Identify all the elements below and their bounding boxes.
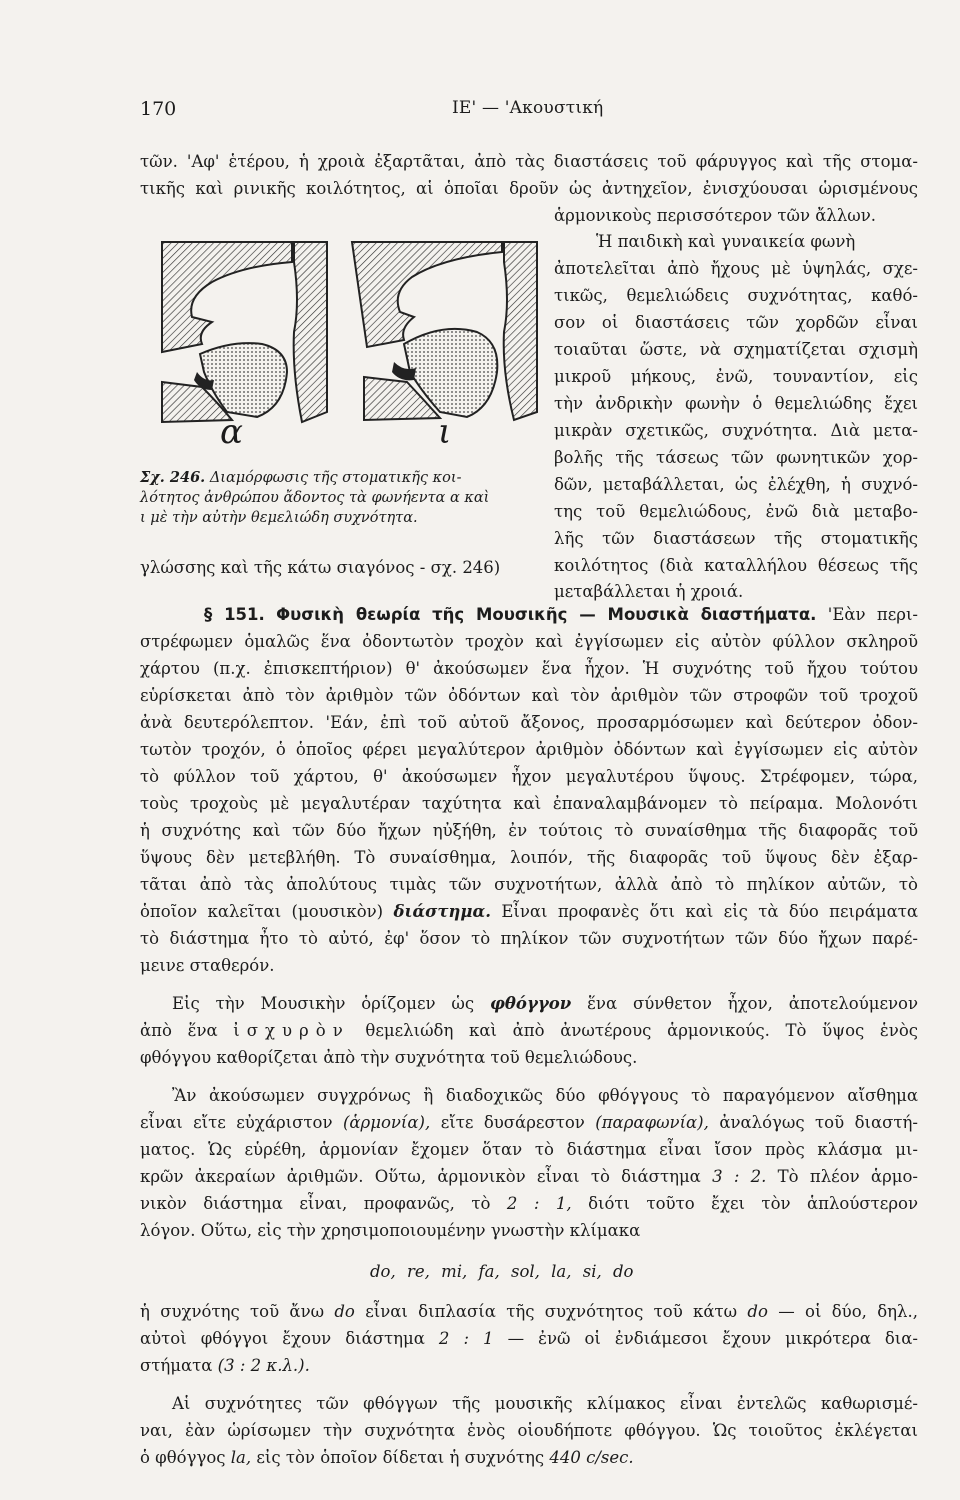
section-number: § 151. <box>204 605 265 624</box>
spaced-word: ἰσχυρὸν <box>233 1021 350 1040</box>
ratio-3-2: 3 : 2. <box>712 1167 767 1186</box>
ratio: 2 : 1 <box>438 1329 494 1348</box>
text-line: ματος. Ὡς εὑρέθη, ἁρμονίαν ἔχομεν ὅταν τὸ διάστημα εἶναι ἴσον πρὸς κλάσμα μι- <box>140 1140 918 1159</box>
text-line: φθόγγου καθορίζεται ἀπὸ τὴν συχνότητα τοῦ θεμελιώδους. <box>140 1048 638 1067</box>
text-segment: — ἐνῶ οἱ ἐνδιάμεσοι ἔχουν μικρότερα δια- <box>507 1329 918 1348</box>
text-line <box>140 1300 918 1324</box>
text-line: τοὺς τροχοὺς μὲ μεγαλυτέραν ταχύτητα καὶ ἐπαναλαμβάνομεν τὸ πείραμα. Μολονότι <box>140 794 918 813</box>
text-segment: Τὸ πλέον ἁρμο- <box>777 1167 919 1186</box>
text-line: ἁρμονικοὺς περισσότερον τῶν ἄλλων. <box>554 206 877 225</box>
text-segment: αὐτοὶ φθόγγοι ἔχουν διάστημα <box>140 1329 425 1348</box>
text-segment: Εἰς τὴν Μουσικὴν ὁρίζομεν ὡς <box>172 994 475 1013</box>
text-line: τῶν. 'Αφ' ἑτέρου, ἡ χροιὰ ἐξαρτᾶται, ἀπὸ τὰς διαστάσεις τοῦ φάρυγγος καὶ τῆς στομα- <box>140 152 918 171</box>
vocal-tract-i <box>352 242 537 420</box>
text-segment: διότι τοῦτο ἔχει τὸν ἁπλούστερον <box>588 1194 919 1213</box>
text-segment: κρῶν ἀκεραίων ἀριθμῶν. Οὕτω, ἁρμονικὸν εἶναι τὸ διάστημα <box>140 1167 701 1186</box>
text-line <box>140 1446 634 1470</box>
text-segment: νικὸν διάστημα εἶναι, προφανῶς, τὸ <box>140 1194 491 1213</box>
text-line <box>172 992 918 1016</box>
text-line: λῆς τῶν διαστάσεων τῆς στοματικῆς <box>554 529 918 548</box>
text-segment: εἶναι διπλασία τῆς συχνότητος τοῦ κάτω <box>365 1302 738 1321</box>
text-line: ἀνὰ δευτερόλεπτον. 'Εάν, ἐπὶ τοῦ αὐτοῦ ἄξονος, προσαρμόσωμεν καὶ δεύτερον ὀδον- <box>140 713 918 732</box>
text-line: στρέφωμεν ὁμαλῶς ἕνα ὀδοντωτὸν τροχὸν καὶ ἐγγίσωμεν εἰς αὐτὸν φύλλον σκληροῦ <box>140 632 918 651</box>
text-segment: ἀναλόγως τοῦ διαστή- <box>719 1113 918 1132</box>
text-line: τᾶται ἀπὸ τὰς ἀπολύτους τιμὰς τῶν συχνοτήτων, ἀλλὰ ἀπὸ τὸ πηλίκον αὐτῶν, τὸ <box>140 875 918 894</box>
text-segment: ὁ φθόγγος <box>140 1448 226 1467</box>
text-line: τὸ διάστημα ἦτο τὸ αὐτό, ἐφ' ὅσον τὸ πηλίκον τῶν συχνοτήτων τῶν δύο ἤχων παρέ- <box>140 929 918 948</box>
text-line: μικροῦ μήκους, ἐνῶ, τουναντίον, εἰς <box>554 367 918 386</box>
text-segment: ἀπὸ ἕνα <box>140 1021 218 1040</box>
running-head: ΙΕ' — 'Ακουστική <box>452 98 604 118</box>
note-la: la, <box>230 1448 252 1467</box>
text-line: σον οἱ διαστάσεις τῶν χορδῶν εἶναι <box>554 313 918 332</box>
text-line: Ἡ παιδικὴ καὶ γυναικεία φωνὴ <box>596 232 856 251</box>
note-do-upper: do <box>334 1302 355 1321</box>
text-line: τικῶς, θεμελιώδεις συχνότητας, καθό- <box>554 286 918 305</box>
figure-caption-line: ι μὲ τὴν αὐτὴν θεμελιώδη συχνότητα. <box>140 510 418 526</box>
frequency-value: 440 c/sec. <box>549 1448 634 1467</box>
text-line <box>140 1019 918 1043</box>
caption-text: Διαμόρφωσις τῆς στοματικῆς κοι- <box>209 470 462 486</box>
text-segment: ὁποῖον καλεῖται (μουσικὸν) <box>140 902 384 921</box>
section-heading-line <box>204 603 918 627</box>
vocal-tract-diagram <box>142 222 542 462</box>
note-do-lower: do <box>747 1302 768 1321</box>
figure-caption-line <box>140 468 462 488</box>
text-line: ναι, ἐὰν ὡρίσωμεν τὴν συχνότητα ἑνὸς οἱουδήποτε φθόγγου. Ὡς τοιοῦτος ἐκλέγεται <box>140 1421 918 1440</box>
text-segment: ἕνα σύνθετον ἦχον, ἀποτελούμενον <box>587 994 919 1013</box>
text-line: ἀποτελεῖται ἀπὸ ἤχους μὲ ὑψηλάς, σχε- <box>554 259 918 278</box>
text-line: τὸ φύλλον τοῦ χάρτου, θ' ἀκούσωμεν ἦχον μεγαλυτέρου ὕψους. Στρέφομεν, τώρα, <box>140 767 918 786</box>
text-line <box>140 900 918 924</box>
text-line <box>140 1354 310 1378</box>
vocal-tract-a <box>162 242 327 422</box>
term-harmony: (ἁρμονία), <box>342 1113 431 1132</box>
text-segment: γλώσσης καὶ τῆς κάτω σιαγόνος - σχ. 246) <box>140 558 501 577</box>
text-line: μεταβάλλεται ἡ χροιά. <box>554 582 744 601</box>
text-line: της τοῦ θεμελιώδους, ἐνῶ διὰ μεταβο- <box>554 502 918 521</box>
text-segment: εἶναι εἴτε εὐχάριστον <box>140 1113 333 1132</box>
text-line: τωτὸν τροχόν, ὁ ὁποῖος φέρει μεγαλύτερον ἀριθμὸν ὀδόντων καὶ ἐγγίσωμεν εἰς αὐτὸν <box>140 740 918 759</box>
figure-number: Σχ. 246. <box>140 469 206 486</box>
text-line: εὑρίσκεται ἀπὸ τὸν ἀριθμὸν τῶν ὀδόντων καὶ τὸν ἀριθμὸν τῶν στροφῶν τοῦ τροχοῦ <box>140 686 918 705</box>
text-segment: 'Εὰν περι- <box>827 605 918 624</box>
text-line <box>140 1327 918 1351</box>
text-segment: εἰς τὸν ὁποῖον δίδεται ἡ συχνότης <box>256 1448 545 1467</box>
text-line: Αἱ συχνότητες τῶν φθόγγων τῆς μουσικῆς κλίμακος εἶναι ἐντελῶς καθωρισμέ- <box>172 1394 918 1413</box>
figure-246 <box>142 222 542 462</box>
text-line: ἡ συχνότης καὶ τῶν δύο ἤχων ηὐξήθη, ἐν τούτοις τὸ συναίσθημα τῆς διαφορᾶς τοῦ <box>140 821 918 840</box>
text-segment: — οἱ δύο, δηλ., <box>778 1302 918 1321</box>
text-line: κοιλότητος (διὰ καταλλήλου θέσεως τῆς <box>554 556 918 575</box>
figure-caption-line: λότητος ἀνθρώπου ἄδοντος τὰ φωνήεντα α καὶ <box>140 490 490 506</box>
term-tone: φθόγγον <box>490 994 572 1013</box>
text-line: Ἂν ἀκούσωμεν συγχρόνως ἢ διαδοχικῶς δύο φθόγγους τὸ παραγόμενον αἴσθημα <box>172 1086 918 1105</box>
text-line: λόγον. Οὕτω, εἰς τὴν χρησιμοποιουμένην γνωστὴν κλίμακα <box>140 1221 641 1240</box>
ratio-2-1: 2 : 1, <box>506 1194 572 1213</box>
text-line: τὴν ἀνδρικὴν φωνὴν ὁ θεμελιώδης ἔχει <box>554 394 918 413</box>
text-line <box>140 1192 918 1216</box>
musical-scale: do, re, mi, fa, sol, la, si, do <box>370 1262 634 1281</box>
text-line: ὕψους δὲν μετεβλήθη. Τὸ συναίσθημα, λοιπόν, τῆς διαφορᾶς τοῦ ὕψους δὲν ἐξαρ- <box>140 848 918 867</box>
figure-label-a: α <box>220 412 243 452</box>
text-line: χάρτου (π.χ. ἐπισκεπτήριον) θ' ἀκούσωμεν ἕνα ἦχον. Ἡ συχνότης τοῦ ἤχου τούτου <box>140 659 918 678</box>
term-dissonance: (παραφωνία), <box>595 1113 709 1132</box>
text-segment: εἴτε δυσάρεστον <box>440 1113 585 1132</box>
figure-label-i: ι <box>438 412 452 452</box>
text-line: τικῆς καὶ ρινικῆς κοιλότητος, αἱ ὁποῖαι δροῦν ὡς ἀντηχεῖον, ἐνισχύουσαι ὡρισμένους <box>140 179 918 198</box>
text-line <box>140 1165 918 1189</box>
text-line: μικρὰν σχετικῶς, συχνότητα. Διὰ μετα- <box>554 421 918 440</box>
text-line: μεινε σταθερόν. <box>140 956 275 975</box>
text-segment: θεμελιώδη καὶ ἀπὸ ἀνωτέρους ἁρμονικούς. Τὸ ὕψος ἑνὸς <box>365 1021 918 1040</box>
text-line: τοιαῦται ὥστε, νὰ σχηματίζεται σχισμὴ <box>554 340 918 359</box>
text-line: δῶν, μεταβάλλεται, ὡς ἐλέχθη, ἡ συχνό- <box>554 475 918 494</box>
text-segment: στήματα <box>140 1356 213 1375</box>
text-segment: ἡ συχνότης τοῦ ἄνω <box>140 1302 325 1321</box>
ratio-note: (3 : 2 κ.λ.). <box>217 1356 310 1375</box>
page-header <box>140 98 920 128</box>
text-line <box>140 556 500 580</box>
page-number: 170 <box>140 98 177 120</box>
text-segment: Εἶναι προφανὲς ὅτι καὶ εἰς τὰ δύο πειράματα <box>501 902 918 921</box>
text-line: βολῆς τῆς τάσεως τῶν φωνητικῶν χορ- <box>554 448 918 467</box>
text-line <box>140 1111 918 1135</box>
section-title: Φυσικὴ θεωρία τῆς Μουσικῆς — Μουσικὰ διαστήματα. <box>276 605 817 624</box>
term-interval: διάστημα. <box>393 902 491 921</box>
